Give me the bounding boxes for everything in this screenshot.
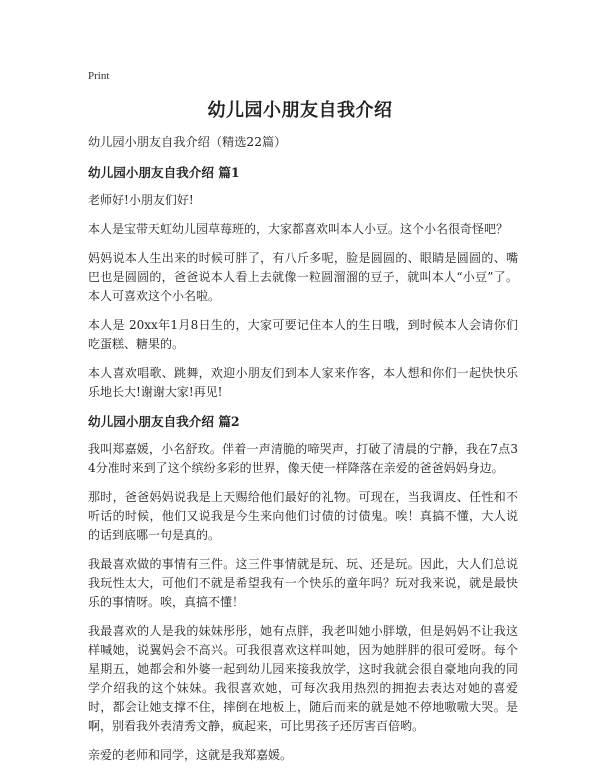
paragraph: 本人喜欢唱歌、跳舞，欢迎小朋友们到本人家来作客，本人想和你们一起快快乐乐地长大!谢谢大家!再见! xyxy=(88,366,518,399)
document-subtitle: 幼儿园小朋友自我介绍（精选22篇） xyxy=(88,135,287,149)
paragraph: 我叫郑嘉媛，小名舒玫。伴着一声清脆的啼哭声，打破了清晨的宁静，我在7点34分准时来到了这个缤纷多彩的世界，像天使一样降落在亲爱的爸爸妈妈身边。 xyxy=(88,442,518,475)
section-heading: 幼儿园小朋友自我介绍 篇1 xyxy=(88,165,240,180)
print-label: Print xyxy=(88,70,110,82)
paragraph: 本人是宝带天虹幼儿园草莓班的，大家都喜欢叫本人小豆。这个小名很奇怪吧？ xyxy=(88,222,509,236)
document-body xyxy=(88,133,518,775)
section-heading: 幼儿园小朋友自我介绍 篇2 xyxy=(88,414,240,429)
paragraph: 妈妈说本人生出来的时候可胖了，有八斤多呢，脸是圆圆的、眼睛是圆圆的、嘴巴也是圆圆的，爸爸说本人看上去就像一粒圆溜溜的豆子，就叫本人“小豆”了。本人可喜欢这个小名啦。 xyxy=(88,251,518,303)
paragraph: 亲爱的老师和同学，这就是我郑嘉媛。 xyxy=(88,748,293,762)
paragraph: 老师好!小朋友们好! xyxy=(88,193,194,207)
paragraph: 我最喜欢的人是我的妹妹彤彤，她有点胖，我老叫她小胖墩，但是妈妈不让我这样喊她，说翼妈会不高兴。可我很喜欢这样叫她，因为她胖胖的很可爱呀。每个星期五，她都会和外婆一起到幼儿园来接我放学，这时我就会很自豪地向我的同学介绍我的这个妹妹。我很喜欢她，可每次我用热烈的拥抱去表达对她的喜爱时，都会让她支撑不住，摔倒在地板上，随后而来的就是她不停地嗷嗷大哭。是啊，别看我外表清秀文静，疯起来，可比男孩子还厉害百倍哟。 xyxy=(88,624,518,733)
paragraph: 那时，爸爸妈妈说我是上天赐给他们最好的礼物。可现在，当我调皮、任性和不听话的时候，他们又说我是今生来向他们讨债的讨债鬼。唉！真搞不懂，大人说的话到底哪一句是真的。 xyxy=(88,490,518,542)
paragraph: 我最喜欢做的事情有三件。这三件事情就是玩、玩、还是玩。因此，大人们总说我玩性太大，可他们不就是希望我有一个快乐的童年吗？玩对我来说，就是最快乐的事情呀。唉，真搞不懂！ xyxy=(88,557,518,609)
document-title: 幼儿园小朋友自我介绍 xyxy=(207,100,393,121)
paragraph: 本人是 20xx年1月8日生的，大家可要记住本人的生日哦，到时候本人会请你们吃蛋糕、糖果的。 xyxy=(88,318,518,351)
